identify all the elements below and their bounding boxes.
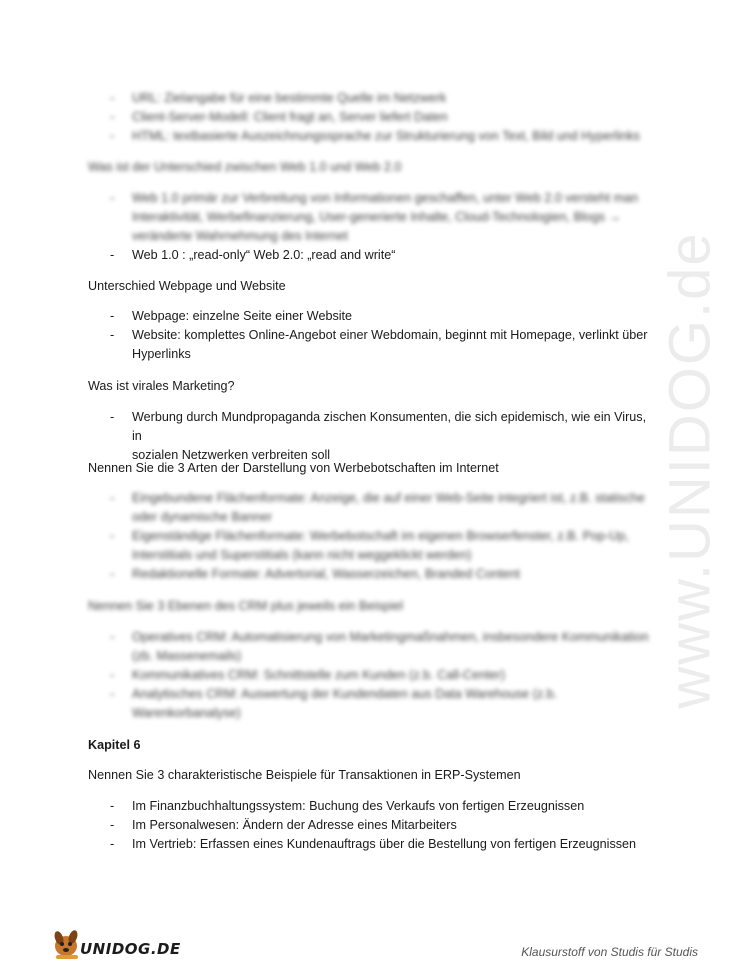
footer-slogan: Klausurstoff von Studis für Studis (521, 945, 698, 959)
list-item: - Client-Server-Modell: Client fragt an, Server liefert Daten (110, 110, 448, 124)
list-item: - Operatives CRM: Automatisierung von Marketingmaßnahmen, insbesondere Kommunikation (zb. Massenemails) (110, 630, 649, 663)
viral-list (88, 408, 658, 465)
list-item: - Im Vertrieb: Erfassen eines Kundenauftrags über die Bestellung von fertigen Erzeugnissen (110, 837, 637, 851)
erp-list (88, 797, 658, 854)
list-item: - Web 1.0 : „read-only“ Web 2.0: „read and write“ (110, 248, 396, 262)
list-item: - Eigenständige Flächenformate: Werbebotschaft im eigenen Browserfenster, z.B. Pop-Up, Interstitials und Superstitials (kann nicht weggeklickt werden) (110, 529, 629, 562)
question-web: Was ist der Unterschied zwischen Web 1.0 und Web 2.0 (88, 160, 402, 174)
list-item: - Redaktionelle Formate: Advertorial, Wasserzeichen, Branded Content (110, 567, 521, 581)
question-werbe: Nennen Sie die 3 Arten der Darstellung von Werbebotschaften im Internet (88, 461, 499, 475)
question-webpage: Unterschied Webpage und Website (88, 279, 286, 293)
question-crm: Nennen Sie 3 Ebenen des CRM plus jeweils ein Beispiel (88, 599, 404, 613)
list-item: - Werbung durch Mundpropaganda zischen Konsumenten, die sich epidemisch, wie ein Virus, in sozialen Netzwerken verbreiten soll (110, 410, 647, 462)
werbe-list (88, 489, 658, 584)
list-item: - URL: Zielangabe für eine bestimmte Quelle im Netzwerk (110, 91, 447, 105)
watermark: www.UNIDOG.de (657, 231, 723, 709)
list-item: - Website: komplettes Online-Angebot einer Webdomain, beginnt mit Homepage, verlinkt über Hyperlinks (110, 328, 648, 361)
list-item: - Kommunikatives CRM: Schnittstelle zum Kunden (z.b. Call-Center) (110, 668, 506, 682)
web-list (88, 189, 658, 265)
chapter-heading: Kapitel 6 (88, 738, 141, 752)
footer-logo-text: UNIDOG.DE (80, 940, 181, 958)
list-item: - HTML: textbasierte Auszeichnungssprache zur Strukturierung von Text, Bild und Hyperlinks (110, 129, 640, 143)
intro-list (88, 89, 658, 146)
list-item: - Im Finanzbuchhaltungssystem: Buchung des Verkaufs von fertigen Erzeugnissen (110, 799, 585, 813)
list-item: - Im Personalwesen: Ändern der Adresse eines Mitarbeiters (110, 818, 457, 832)
list-item: - Analytisches CRM: Auswertung der Kundendaten aus Data Warehouse (z.b. Warenkorbanalyse) (110, 687, 558, 720)
list-item: - Web 1.0 primär zur Verbreitung von Informationen geschaffen, unter Web 2.0 versteht man Interaktivität, Werbefinanzierung, User-generierte Inhalte, Cloud-Technologien, Blogs → veränderte Wahrnehmung des Internet (110, 191, 639, 243)
list-item: - Webpage: einzelne Seite einer Website (110, 309, 353, 323)
question-viral: Was ist virales Marketing? (88, 379, 235, 393)
webpage-list (88, 307, 658, 364)
crm-list (88, 628, 658, 723)
list-item: - Eingebundene Flächenformate: Anzeige, die auf einer Web-Seite integriert ist, z.B. statische oder dynamische Banner (110, 491, 645, 524)
question-erp: Nennen Sie 3 charakteristische Beispiele für Transaktionen in ERP-Systemen (88, 768, 521, 782)
